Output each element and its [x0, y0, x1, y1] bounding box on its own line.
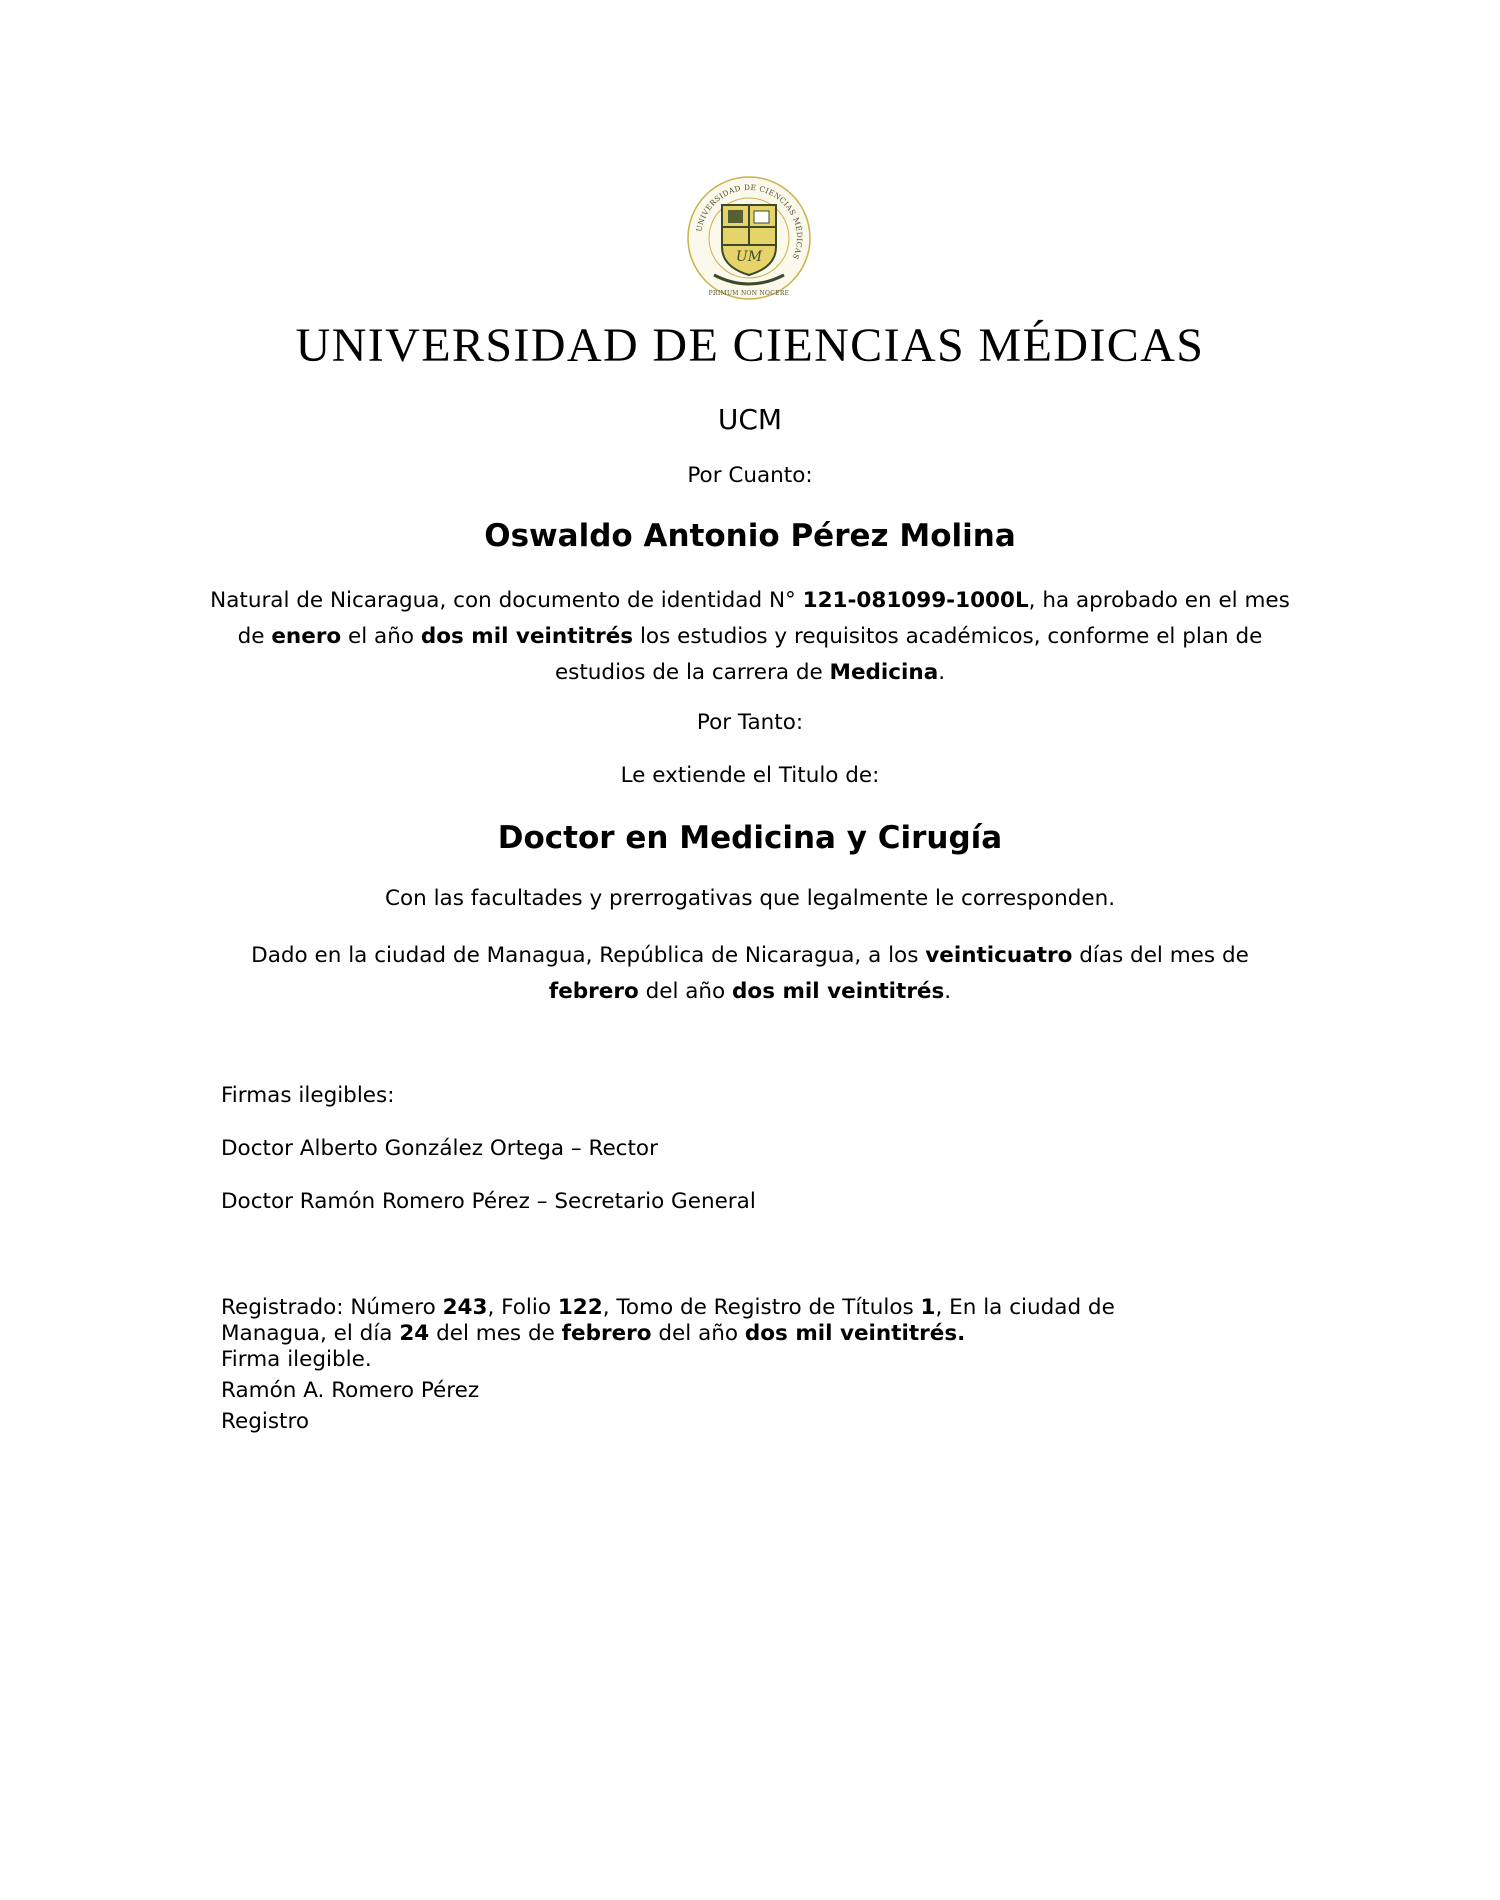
por-tanto-label: Por Tanto:	[696, 710, 804, 735]
university-abbreviation: UCM	[717, 403, 783, 436]
id-number: 121-081099-1000L	[802, 588, 1029, 613]
registrar-name: Ramón A. Romero Pérez	[221, 1378, 480, 1403]
issued-text: Dado en la ciudad de Managua, República de Nicaragua, a los	[251, 943, 926, 968]
graduate-name: Oswaldo Antonio Pérez Molina	[484, 518, 1016, 554]
registration-text: , Folio	[487, 1295, 558, 1320]
por-cuanto-label: Por Cuanto:	[687, 463, 813, 488]
svg-text:UM: UM	[735, 249, 763, 265]
registration-month: febrero	[561, 1321, 652, 1346]
registration-day: 24	[399, 1321, 430, 1346]
statement-text: , ha aprobado en el mes de	[237, 588, 1290, 649]
issued-year: dos mil veintitrés	[732, 979, 945, 1004]
issued-month: febrero	[548, 979, 639, 1004]
facultades-text: Con las facultades y prerrogativas que legalmente le corresponden.	[384, 886, 1116, 911]
registration-tomo: 1	[920, 1295, 936, 1320]
svg-text:PRIMUM NON NOCERE: PRIMUM NON NOCERE	[708, 290, 790, 297]
statement-paragraph	[210, 583, 1290, 691]
registration-year: dos mil veintitrés.	[744, 1321, 966, 1346]
registration-text: , Tomo de Registro de Títulos	[602, 1295, 921, 1320]
registration-folio: 122	[557, 1295, 603, 1320]
degree-title: Doctor en Medicina y Cirugía	[497, 820, 1003, 856]
registration-line	[221, 1295, 1121, 1347]
statement-text: Natural de Nicaragua, con documento de identidad N°	[210, 588, 803, 613]
issued-text: .	[944, 979, 952, 1004]
registration-number: 243	[442, 1295, 488, 1320]
issued-text: días del mes de	[1072, 943, 1249, 968]
registration-block	[221, 1295, 1121, 1435]
registration-signature-note: Firma ilegible.	[221, 1347, 372, 1372]
registration-text: Registrado: Número	[221, 1295, 443, 1320]
issued-text: del año	[638, 979, 733, 1004]
university-title: UNIVERSIDAD DE CIENCIAS MÉDICAS	[295, 319, 1205, 372]
registration-text: del año	[651, 1321, 745, 1346]
approval-month: enero	[271, 624, 342, 649]
registration-text: , En la ciudad de Managua, el día	[221, 1295, 1115, 1346]
extiende-label: Le extiende el Titulo de:	[620, 763, 880, 788]
registration-text: del mes de	[429, 1321, 562, 1346]
svg-text:UNIVERSIDAD DE CIENCIAS MÉDICA: UNIVERSIDAD DE CIENCIAS MÉDICAS	[694, 182, 805, 261]
statement-text: .	[938, 660, 946, 685]
signatures-heading: Firmas ilegibles:	[221, 1083, 395, 1108]
statement-text: el año	[341, 624, 421, 649]
career-name: Medicina	[829, 660, 939, 685]
approval-year: dos mil veintitrés	[420, 624, 634, 649]
registrar-role: Registro	[221, 1409, 309, 1434]
issued-day: veinticuatro	[925, 943, 1073, 968]
secretary-signature: Doctor Ramón Romero Pérez – Secretario General	[221, 1189, 756, 1214]
issued-paragraph	[210, 938, 1290, 1010]
statement-text: los estudios y requisitos académicos, conforme el plan de estudios de la carrera de	[554, 624, 1263, 685]
rector-signature: Doctor Alberto González Ortega – Rector	[221, 1136, 658, 1161]
university-seal-logo	[686, 175, 812, 301]
